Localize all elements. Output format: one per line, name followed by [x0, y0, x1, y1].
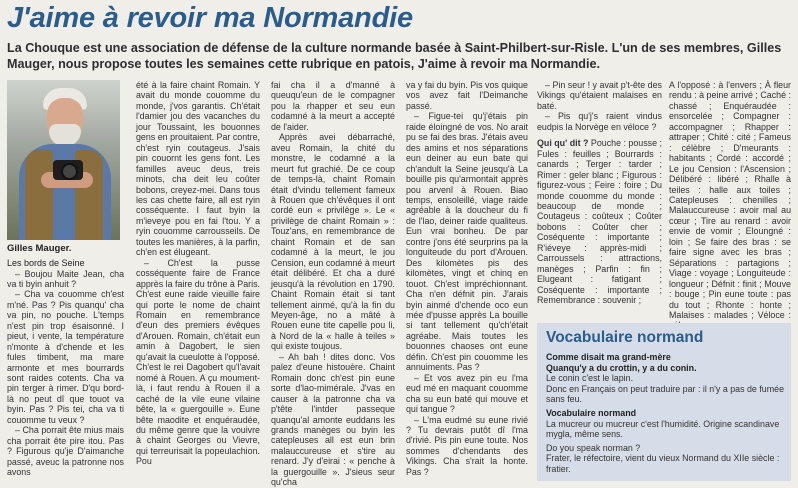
paragraph: – Cha porrait ête mius mais cha porrait ête pire itou. Pas ? Figurous qu'je D'aimanche passé, aveuc la patronne nos avons — [7, 425, 124, 478]
glossary-body: Pouche : pousse ; Fules : feuilles ; Bourrards : canards ; Terger : tarder ; Rimer : geler blanc ; Figurous : figurez-vous ; Feire : foire ; Du monde couomme du monde : beaucoup de monde ; Coutageus : coûteux ; Coûter bobons : Coûter cher ; Coséquente : importante ; R'iéveye : apprès-midi ; Carroussels : attractions, manèges ; Parfin : fin ; Elugeant : fatigant ; Coséquente : importante ; Remembrance : souvenir ; — [537, 138, 662, 306]
glossary-paragraph — [537, 138, 662, 305]
paragraph: – Cha va couomme ch'est m'né. Pas ? Pis quanqu' cha va pin, no pouche. L'temps n'est pin trop ésaisonné. I pieut, i vente, la température n'monte à d'chende et les fules timbent, ma mare armonte et mes bourrards sont raides cotents. Cha va pin terger à rimer. D'qu bord-là no peut dî que touot va byin. Pas ? Pis tei, cha va ti couomme tu veux ? — [7, 289, 124, 425]
question: Do you speak norman ? — [546, 442, 641, 453]
column-3 — [271, 80, 395, 488]
photo-caption: Gilles Mauger. — [7, 243, 72, 254]
column-6 — [669, 80, 791, 323]
paragraph: – Pis qu'j's raient vindus eudpis la Norvège en véloce ? — [537, 111, 662, 132]
standfirst: La Chouque est une association de défense de la culture normande basée à Saint-Philbert-sur-Risle. L'un de ses membres, Gilles Mauger, nous propose toutes les semaines cette rubrique en patois, J'aime à revoir ma Normandie. — [7, 41, 782, 71]
glossary-continued: A l'opposé : à l'envers ; À fleur rendu : à peine arrivé ; Caché : chassé ; Enquéraudée : ensorcelée ; Compagner : accompagner ; Rhapper : attraper ; Chité : cité ; Fameus : célèbre ; D'meurants : habitants ; Cordé : accordé ; Le jou Cension : l'Ascension ; Délibéré : libéré ; Rhalle à teiles : halle aux toiles ; Catepleuses : chenilles ; Malauccureuse : avoir mal au cœur ; Tire au renard : avoir envie de vomir ; Eloungné : loin ; Se faire des bras : se faire signe avec les bras ; Séparations : partagions ; Viage : voyage ; Longuiteude : longueur ; Défnit : finit ; Mouve : bouge ; Pin eune toute : pas du tout ; Rhonte : honte ; Malaises : malades ; Véloce : — [669, 80, 791, 320]
column-2 — [136, 80, 260, 481]
paragraph: Apprès avei débarraché, aveu Romain, la chité du monstre, le codamné a la meurt fut grachié. De ce coup de temps-là, chaint Romain était d'vindu tellement fameux à Rouen que ch'évêques il ont cordé eun « privilège ». Le « privilège de chaint Romain » : Touz'ans, en remembrance de chaint Romain et de san codamné à la meurt, le jou Cension, eun codamné à meurt était délibéré. Et cha a duré jeusqu'à la révolution en 1790. Chaint Romain était si tant tellement ainmé, qu'à la fin du Meyen-âge, no a mâté à Rouen eune tite capelle pou li, à Nord de la « halle à teiles » qui existe toujous. — [271, 132, 395, 352]
saying: Quanqu'y a du crottin, y a du conin. — [546, 362, 697, 373]
paragraph: – Ah bah ! dites donc. Vos palez d'eune histouère. Chaint Romain donc ch'est pin eune sorte d'lao-mimérale. J'vas en causer à la patronne cha va p'tête l'intder passeque quanqu'al amonte euddans les grands manèges ou byin les catepleuses all est eun brin malauccureuse et s'tire au renard. J'y d'eirai : « penche à la guergouille ». J'sieus seur qu'cha — [271, 351, 395, 488]
paragraph: – L'ma eudmé su eune rivié ? Tu devrais putôt dî l'ma d'rivié. Pis pin eune toute. Nos sommes d'chendants des Vikings. Cha s'rait la honte. Pas ? — [406, 414, 528, 477]
paragraph: été à la faire chaint Romain. Y avait du monde couomme du monde, j'vos garantis. Ch'était l'damier jou des vacanches du jour Toussaint, les bouonnes gens en prouitaient. Par contre, ch'est ryin coutageus. J'sais pin couornt les gens font. Les familles aveuc deus, treis minots, cha deit leu coûter bobons, creyez-mei. Dans tous les cas chette faire, all est ryin cosséquente. I faut byin la m'ieveye pou en fai l'tou. Y a ryin couomme carrousseils. De toutes les manières, à la parfin, ch'en est élugeant. — [136, 80, 260, 258]
headline: J'aime à revoir ma Normandie — [7, 2, 413, 34]
word-heading: Vocabulaire normand — [546, 407, 637, 418]
paragraph: – Et vos avez pin eu l'ma eud mé en maquant couomme cha su eun baté qui mouve et qui tangue ? — [406, 372, 528, 415]
word-definition: La mucreur ou mucreur c'est l'humidité. Origine scandinave mygla, même sens. — [546, 418, 780, 440]
paragraph: – Figue-tei qu'j'étais pin raide éloingné de vos. No arait pu se fai des bras. J'étais aveu des amins et nos séparations eun deiner au eun bate qui ch'andult la Seine jeusqu'à La bouille pis qu'armontait apprès pou arvenî à Rouen. Biao temps, ensoleillé, viage raide agréable à la doucheur du fi de l'lao, deiner raide qualiteus. Eun vrai bonheu. De par contre j'ons été seurprins pa la longuiteude du port d'Arouen. Des kilomètes pis des kilomètes, vingt et chinq en touot. Ch'est impréchionnant. Cha n'en défnit pin. J'arais byin ainmé d'chende oco eun mée d'pusse apprès La bouille si tant tellement qu'ch'était agréabe. Mais toutes les bouonnes chaoses ont eune défin. Ch'est pin couomme les annuiments. Pas ? — [406, 111, 528, 373]
glossary-title: Qui qu' dit ? — [537, 138, 589, 149]
column-4 — [406, 80, 528, 481]
paragraph: – Pin seur ! y avait p't-ête des Vikings qu'étaient malaises en baté. — [537, 80, 662, 111]
column-1 — [7, 80, 124, 481]
saying-translation: Le conin c'est le lapin. — [546, 373, 634, 384]
paragraph: fai cha il a d'manné à queuqu'eun de le compagner pou la rhapper et seu eun codamné à la meurt a accepté de l'aider. — [271, 80, 395, 132]
vocabulary-box — [537, 323, 791, 481]
paragraph: – Boujou Maite Jean, cha va ti byin anhuit ? — [7, 268, 124, 289]
frater-definition: Frater, le réfectoire, vient du vieux Normand du XIIe siècle : fratier. — [546, 453, 780, 474]
author-photo — [7, 80, 120, 240]
paragraph: – Ch'est la pusse cosséquente faire de France apprès la faire du trône à Paris. Ch'est eune raide vieuille faire qui porte le nome de chaint Romain en remembrance d'eun des premiers évêques d'Arouen. Romain, ch'était eun amin à Dagobert, le sien qu'avait la cueulotte à l'opposé. Ch'est le rei Dagobert qu'l'avait nomé à Rouen. A çu moument-là, i faut rendu à Rouen il a caché de la vile eune vilaine bête, la « guergouille ». Eune bête maodite et enquéraudée, du même genre que la vouivre à chaint Georges ou Vievre, qui terreurisait la popeulachion. Pou — [136, 257, 260, 467]
saying-intro: Comme disait ma grand-mère — [546, 352, 671, 362]
vocabulary-title: Vocabulaire normand — [546, 329, 704, 346]
saying-note: Donc en Français on peut traduire par : il n'y a pas de fumée sans feu. — [546, 383, 784, 405]
section-title: Les bords de Seine — [7, 258, 85, 268]
column-5 — [537, 80, 662, 323]
paragraph: va y fai du byin. Pis vos quique vos avez fait l'Deimanche passé. — [406, 80, 528, 111]
